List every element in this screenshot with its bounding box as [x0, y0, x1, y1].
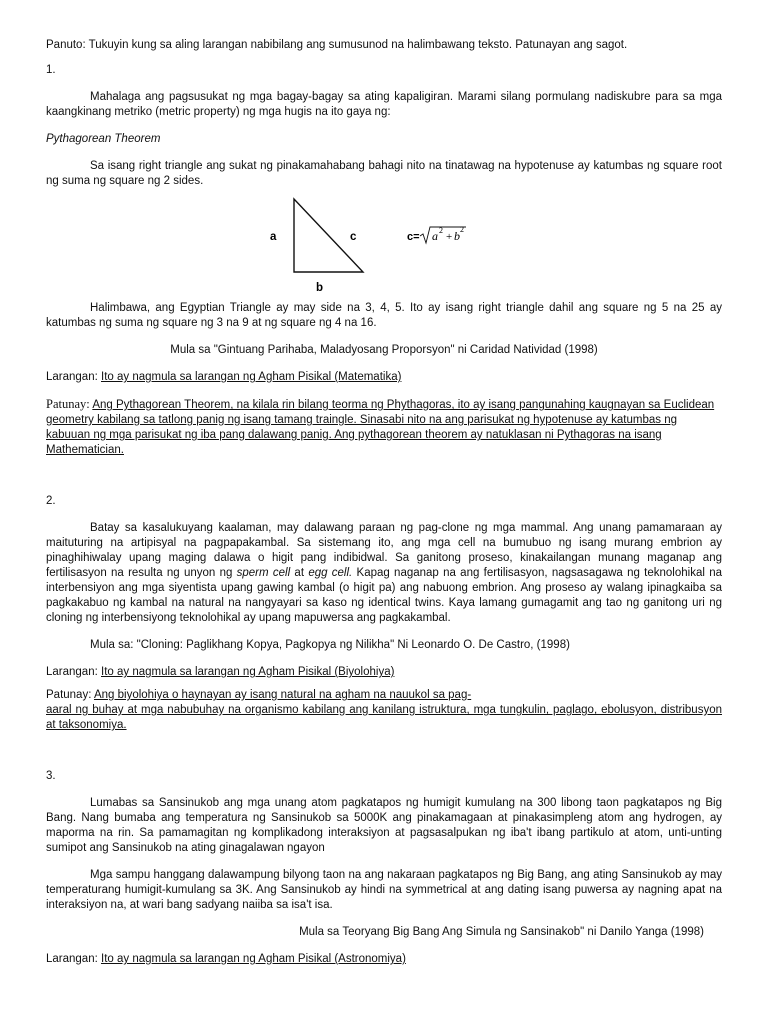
patunay-value: Ang Pythagorean Theorem, na kilala rin bilang teorma ng Phythagoras, ito ay isang pangunahing kaugnayan sa Euclidean geometry kabilang sa tatlong panig ng isang tamang traingle. Sinasabi nito na ang parisukat ng hypotenuse ay katumbas ng kabuuan ng mga parisukat ng iba pang dalawang panig. Ang pythagorean theorem ay natuklasan ni Pythagoras na isang Mathematician. [46, 399, 715, 456]
patunay-line [46, 397, 722, 458]
emphasis: egg cell. [308, 567, 353, 579]
patunay-line [46, 688, 722, 703]
side-b-label: b [316, 282, 324, 294]
larangan-value: Ito ay nagmula sa larangan ng Agham Pisikal (Biyolohiya) [101, 666, 395, 678]
patunay-label: Patunay: [46, 397, 90, 411]
formula-exponent: 2 [460, 225, 464, 234]
theorem-title: Pythagorean Theorem [46, 133, 161, 145]
document-page [46, 38, 722, 967]
patunay-value-continued: aaral ng buhay at mga nabubuhay na organismo kabilang ang kanilang istruktura, mga tungkulin, paglago, ebolusyon, distribusyon at taksonomiya. [46, 704, 722, 731]
formula-a: a [432, 229, 438, 243]
formula-lhs: c= [407, 231, 420, 243]
source-citation: Mula sa Teoryang Big Bang Ang Simula ng Sansinakob" ni Danilo Yanga (1998) [299, 926, 704, 938]
patunay-label: Patunay: [46, 689, 92, 701]
side-c-label: c [350, 231, 357, 243]
larangan-label: Larangan: [46, 371, 98, 383]
paragraph: Lumabas sa Sansinukob ang mga unang atom pagkatapos ng humigit kumulang na 300 libong taon pagkatapos ng Big Bang. Nang bumaba ang temperatura ng Sansinukob sa 5000K ang pinakamagaan at pinakasimpleng atom ang hydrogen, ay maporma na rin. Sa pamamagitan ng komplikadong interaksiyon at pagsasalpukan ng iba't ibang partikulo at atom, unti-unting sumipot ang Sansinukob na ating ginagalawan ngayon [46, 797, 722, 854]
paragraph: Batay sa kasalukuyang kaalaman, may dalawang paraan ng pag-clone ng mga mammal. Ang unang pamamaraan ay maituturing na artipisyal na pagpapakambal. Sa sistemang ito, ang mga cell na bumubuo ng isang murang embrion ay pinaghihiwalay upang maging dalawa o higit pang indibidwal. Sa ganitong proseso, kinakailangan munang maganap ang fertilisasyon na resulta ng unyon ng sperm cell at egg cell. Kapag naganap na ang fertilisasyon, nagsasagawa ng teknolohikal na interbensiyon ang mga siyentista upang gawing kambal (o higit pa) ang nabuong embrion. Ang proseso ay walang ipinagkaiba sa pagkakabuo ng kambal na natural na nangyayari sa kaso ng identical twins. Kaya lamang gumagamit ang tao ng ganitong uri ng cloning ng interbensiyong teknolohikal ay upang mapuwersa ang pagkakambal. [46, 522, 722, 624]
paragraph: Mahalaga ang pagsusukat ng mga bagay-bagay sa ating kapaligiran. Marami silang pormulang nadiskubre para sa mga kaangkinang metriko (metric property) ng mga hugis na ito gaya ng: [46, 91, 722, 118]
larangan-label: Larangan: [46, 666, 98, 678]
item-number: 1. [46, 64, 56, 76]
source-citation: Mula sa "Gintuang Parihaba, Maladyosang Proporsyon" ni Caridad Natividad (1998) [170, 344, 598, 356]
pythagorean-formula [407, 225, 466, 243]
larangan-line [46, 665, 722, 680]
formula-exponent: 2 [439, 226, 443, 235]
larangan-label: Larangan: [46, 953, 98, 965]
larangan-line [46, 952, 722, 967]
paragraph: Sa isang right triangle ang sukat ng pinakamahabang bahagi nito na tinatawag na hypotenuse ay katumbas ng square root ng suma ng square ng 2 sides. [46, 160, 722, 187]
paragraph: Mga sampu hanggang dalawampung bilyong taon na ang nakaraan pagkatapos ng Big Bang, ang ating Sansinukob ay may temperaturang humigit-kumulang sa 3K. Ang Sansinukob ay hindi na symmetrical at ang dating isang puwersa ay nagning apat na interaksiyon na, at wari bang sadyang naiiba sa isa't isa. [46, 869, 722, 911]
triangle-figure [46, 195, 722, 295]
formula-plus: + [446, 231, 453, 243]
larangan-value: Ito ay nagmula sa larangan ng Agham Pisikal (Matematika) [101, 371, 402, 383]
side-a-label: a [270, 231, 277, 243]
item-number: 2. [46, 495, 56, 507]
instructions: Panuto: Tukuyin kung sa aling larangan nabibilang ang sumusunod na halimbawang teksto. Patunayan ang sagot. [46, 39, 628, 51]
formula-b: b [454, 229, 460, 243]
source-citation: Mula sa: "Cloning: Paglikhang Kopya, Pagkopya ng Nilikha" Ni Leonardo O. De Castro, (1998) [90, 639, 570, 651]
paragraph: Halimbawa, ang Egyptian Triangle ay may side na 3, 4, 5. Ito ay isang right triangle dahil ang square ng 5 na 25 ay katumbas ng suma ng square ng 3 na 9 at ng square ng 4 na 16. [46, 302, 722, 329]
emphasis: sperm cell [236, 567, 291, 579]
larangan-line [46, 370, 722, 385]
larangan-value: Ito ay nagmula sa larangan ng Agham Pisikal (Astronomiya) [101, 953, 406, 965]
item-number: 3. [46, 770, 56, 782]
patunay-value: Ang biyolohiya o haynayan ay isang natural na agham na nauukol sa pag- [93, 689, 472, 701]
right-triangle-diagram [46, 195, 722, 295]
